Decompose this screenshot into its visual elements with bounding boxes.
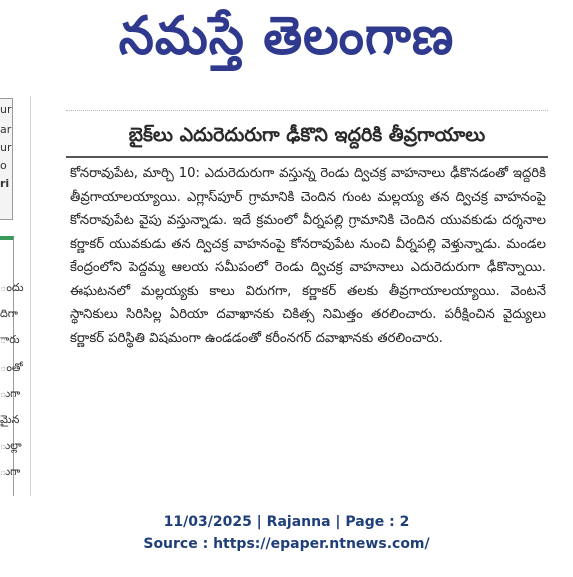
fragment-text: ారు bbox=[0, 333, 20, 346]
fragment-text: ుగా bbox=[0, 465, 21, 478]
news-article bbox=[66, 96, 548, 496]
fragment-text: ందు bbox=[0, 281, 24, 294]
article-body: కోనరావుపేట, మార్చి 10: ఎదురెదురుగా వస్తున్న రెండు ద్విచక్ర వాహనాలు ఢీకొనడంతో ఇద్దరికి తీవ్రగాయాలయ్యాయి. ఎగ్లాస్‌పూర్ గ్రామానికి చెందిన గుంట మల్లయ్య తన ద్విచక్ర వాహనంపై కోనరావుపేట వైపు వస్తున్నాడు. ఇదే క్రమంలో వీర్నపల్లి గ్రామానికి చెందిన యువకుడు దర్శనాల కర్ణాకర్ యువకుడు తన ద్విచక్ర వాహనంపై కోనరావుపేట నుంచి వీర్నపల్లి వెళ్తున్నాడు. మండల కేంద్రంలోని పెద్దమ్మ ఆలయ సమీపంలో రెండు ద్విచక్ర వాహనాలు ఎదురెదురుగా ఢీకొన్నాయి. ఈఘటనలో మల్లయ్యకు కాలు విరుగగా, కర్ణాకర్ తలకు తీవ్రగాయాలయ్యాయి. వెంటనే స్థానికులు సిరిసిల్ల ఏరియా దవాఖానకు చికిత్స నిమిత్తం తరలించారు. పరీక్షించిన వైద్యులు కర్ణాకర్ పరిస్థితి విషమంగా ఉండడంతో కరీంనగర్ దవాఖానకు తరలించారు. bbox=[70, 166, 546, 346]
edition-info: 11/03/2025 | Rajanna | Page : 2 bbox=[163, 514, 410, 530]
adjacent-column-edge bbox=[0, 96, 14, 496]
masthead bbox=[0, 0, 573, 84]
previous-article-edge bbox=[66, 96, 548, 111]
fragment-text: ur bbox=[0, 141, 12, 154]
fragment-text: ur bbox=[0, 103, 12, 116]
source-url[interactable]: Source : https://epaper.ntnews.com/ bbox=[143, 536, 430, 552]
fragment-text: దిగా bbox=[0, 307, 18, 320]
article-headline: బైక్‌లు ఎదురెదురుగా ఢీకొని ఇద్దరికి తీవ్రగాయాలు bbox=[128, 124, 486, 146]
fragment-text: ri bbox=[0, 177, 10, 190]
fragment-text: మైన bbox=[0, 413, 20, 426]
newspaper-clipping bbox=[0, 96, 548, 496]
fragment-text: ar bbox=[0, 123, 12, 136]
headline-underline bbox=[66, 156, 548, 158]
fragment-text: o bbox=[0, 159, 7, 172]
column-divider bbox=[30, 96, 31, 496]
source-footer bbox=[0, 512, 573, 554]
newspaper-logo: నమస్తే తెలంగాణ bbox=[118, 4, 455, 66]
fragment-text: ుగా bbox=[0, 387, 21, 400]
fragment-text: ంతో bbox=[0, 361, 23, 374]
fragment-text: ుల్లా bbox=[0, 439, 22, 452]
